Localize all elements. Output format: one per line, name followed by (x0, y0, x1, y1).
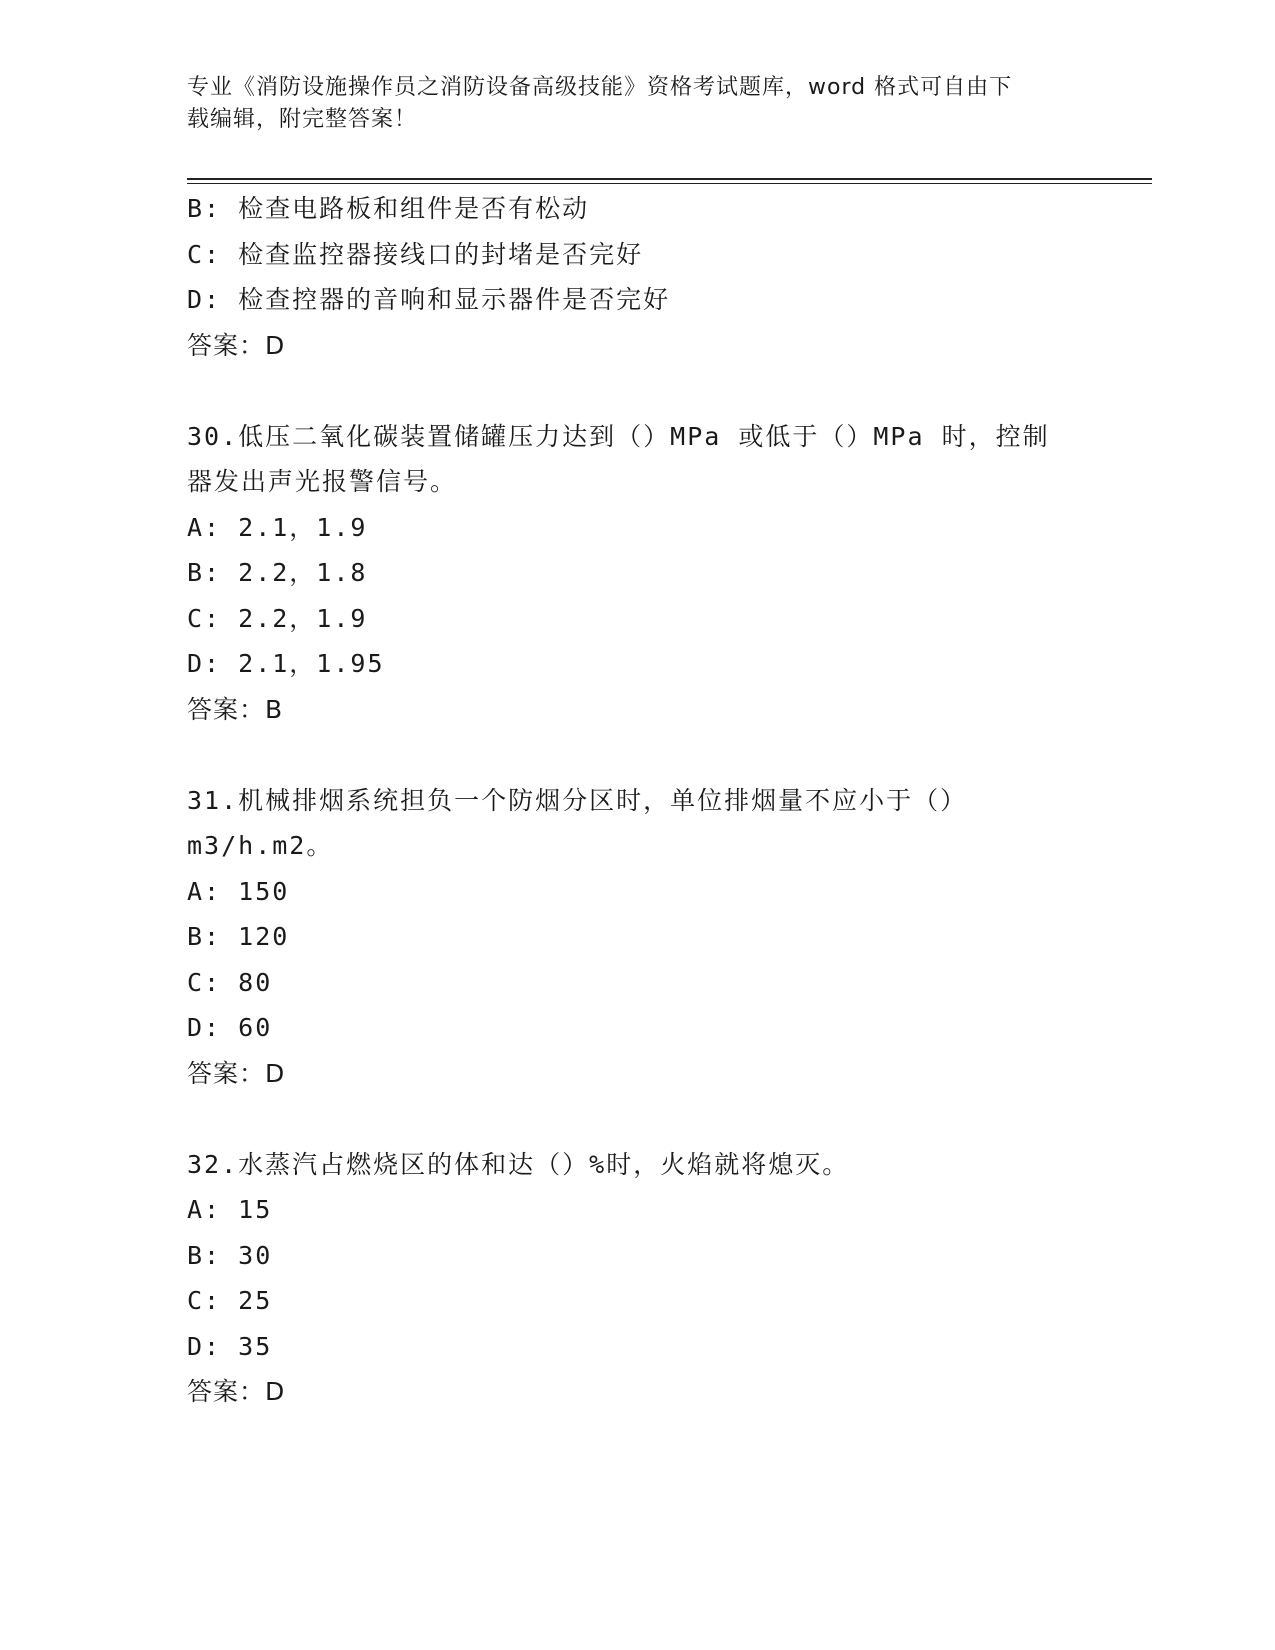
option-a: A: 2.1，1.9 (187, 512, 368, 542)
option-c: C: 80 (187, 967, 273, 997)
header-rule-thick (187, 178, 1152, 180)
option-b: B: 2.2，1.8 (187, 558, 368, 587)
question-list (187, 186, 1087, 1415)
question-block-29 (187, 186, 1087, 368)
question-block-30 (187, 414, 1087, 733)
option-d: D: 60 (187, 1013, 273, 1042)
option-a: A: 150 (187, 876, 290, 906)
option-a: A: 15 (187, 1195, 273, 1224)
question-block-31 (187, 778, 1087, 1097)
question-stem: 30.低压二氧化碳装置储罐压力达到（）MPa 或低于（）MPa 时，控制 (187, 421, 1050, 451)
option-c: C: 2.2，1.9 (187, 603, 368, 633)
option-d: D: 检查控器的音响和显示器件是否完好 (187, 285, 671, 314)
question-spacer (187, 368, 1087, 414)
header-line-2: 载编辑，附完整答案！ (187, 107, 418, 132)
header-rule-thin (187, 183, 1152, 184)
question-spacer (187, 1096, 1087, 1142)
option-c: C: 检查监控器接线口的封堵是否完好 (187, 239, 644, 269)
option-b: B: 30 (187, 1240, 273, 1270)
answer-line: 答案：D (187, 1058, 286, 1088)
option-c: C: 25 (187, 1286, 273, 1315)
document-header (187, 72, 1067, 136)
option-b: B: 检查电路板和组件是否有松动 (187, 194, 590, 223)
header-line-1: 专业《消防设施操作员之消防设备高级技能》资格考试题库，word 格式可自由下 (187, 75, 1013, 100)
option-b: B: 120 (187, 922, 290, 951)
answer-line: 答案：B (187, 694, 284, 724)
question-stem: 31.机械排烟系统担负一个防烟分区时，单位排烟量不应小于（） (187, 785, 968, 815)
answer-line: 答案：D (187, 1377, 286, 1406)
question-block-32 (187, 1142, 1087, 1415)
option-d: D: 2.1，1.95 (187, 649, 385, 678)
question-stem-continued: 器发出声光报警信号。 (187, 467, 458, 496)
answer-line: 答案：D (187, 330, 286, 360)
option-d: D: 35 (187, 1331, 273, 1361)
question-stem: 32.水蒸汽占燃烧区的体和达（）%时，火焰就将熄灭。 (187, 1149, 850, 1179)
question-stem-continued: m3/h.m2。 (187, 831, 334, 860)
question-spacer (187, 732, 1087, 778)
